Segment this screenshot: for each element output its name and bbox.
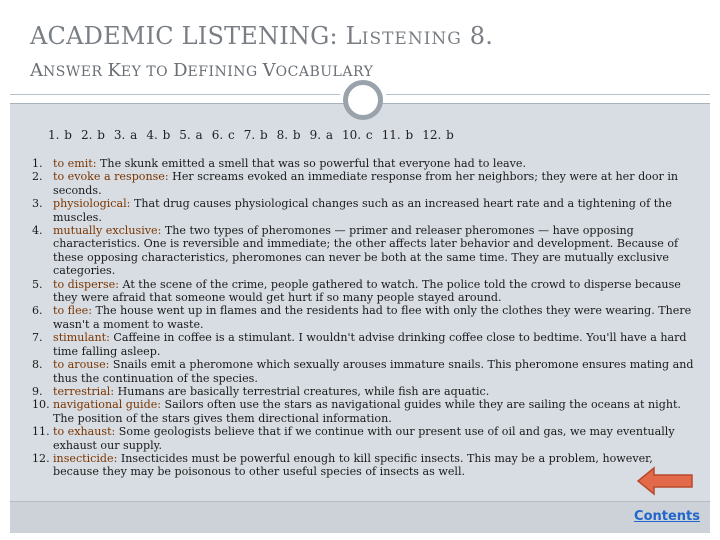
- answer-key-item: 4. b: [146, 128, 171, 142]
- left-arrow-icon[interactable]: [636, 466, 696, 496]
- definition-term: to exhaust:: [53, 425, 116, 439]
- definition-item: [32, 331, 700, 358]
- header-divider-right: [386, 94, 710, 95]
- answer-key-item: 5. a: [179, 128, 203, 142]
- header-divider-left: [10, 94, 340, 95]
- subtitle-part: EY TO: [120, 64, 174, 80]
- definition-text: Her screams evoked an immediate response from her neighbors; they were at her door in seconds.: [53, 170, 679, 197]
- answer-key-item: 1. b: [48, 128, 72, 142]
- title-text: ACADEMIC LISTENING: L: [30, 22, 362, 50]
- definition-item: [32, 304, 700, 331]
- definition-number: 11.: [32, 425, 50, 439]
- answer-key-item: 11. b: [381, 128, 414, 142]
- definition-text: That drug causes physiological changes such as an increased heart rate and a tightening of the muscles.: [53, 197, 672, 224]
- definition-item: [32, 398, 700, 425]
- definition-item: [32, 358, 700, 385]
- definition-term: terrestrial:: [53, 384, 115, 398]
- definition-number: 10.: [32, 398, 50, 412]
- definition-item: [32, 425, 700, 452]
- definition-text: At the scene of the crime, people gathered to watch. The police told the crowd to disperse because they were afraid that someone would get hurt if so many people stayed around.: [53, 277, 681, 305]
- answer-key-item: 8. b: [276, 128, 301, 142]
- definition-item: [32, 452, 700, 479]
- definition-term: insecticide:: [53, 451, 118, 465]
- definition-number: 2.: [32, 170, 43, 184]
- subtitle-part: EFINING: [187, 64, 263, 80]
- definition-number: 6.: [32, 304, 43, 318]
- title-number: 8.: [461, 22, 494, 50]
- definition-term: to evoke a response:: [53, 170, 169, 184]
- definition-number: 8.: [32, 358, 43, 372]
- contents-link[interactable]: Contents: [634, 509, 700, 524]
- answer-key-item: 6. c: [211, 128, 235, 142]
- answer-key-row: [48, 128, 463, 142]
- definition-number: 5.: [32, 277, 43, 291]
- slide-title: [30, 22, 493, 50]
- definition-term: navigational guide:: [53, 398, 162, 412]
- subtitle-part: NSWER: [43, 64, 108, 80]
- circle-ring-icon: [343, 80, 383, 120]
- definition-term: physiological:: [53, 197, 131, 211]
- subtitle-part: V: [262, 60, 276, 81]
- definition-number: 3.: [32, 197, 43, 211]
- answer-key-item: 9. a: [309, 128, 334, 142]
- definition-item: [32, 278, 700, 305]
- definition-text: Some geologists believe that if we continue with our present use of oil and gas, we may eventually exhaust our supply.: [53, 425, 675, 452]
- definition-text: The two types of pheromones — primer and releaser pheromones — have opposing characteristics. One is reversible and immediate; the other affects later behavior and development. Because of these opposing characteristics, pheromones can never be both at the same time. They are mutually exclusive categories.: [53, 224, 679, 278]
- definition-number: 7.: [32, 331, 43, 345]
- subtitle-part: OCABULARY: [275, 64, 374, 80]
- definition-text: Insecticides must be powerful enough to kill specific insects. This may be a problem, however, because they may be poisonous to other useful species of insects as well.: [53, 451, 653, 479]
- definition-number: 12.: [32, 451, 50, 465]
- subtitle-part: D: [173, 60, 188, 81]
- answer-key-item: 12. b: [422, 128, 454, 142]
- definitions-list: [32, 157, 700, 479]
- definition-term: to flee:: [53, 304, 92, 318]
- definition-item: [32, 197, 700, 224]
- answer-key-item: 7. b: [243, 128, 268, 142]
- footer-bar: [10, 501, 710, 533]
- definition-item: [32, 224, 700, 278]
- definition-term: stimulant:: [53, 331, 110, 345]
- subtitle-part: K: [107, 60, 121, 81]
- definition-text: Snails emit a pheromone which sexually arouses immature snails. This pheromone ensures mating and thus the continuation of the species.: [53, 358, 694, 385]
- subtitle-part: A: [30, 60, 43, 81]
- definition-item: [32, 385, 700, 398]
- definition-text: Caffeine in coffee is a stimulant. I wouldn't advise drinking coffee close to bedtime. You'll have a hard time falling asleep.: [53, 331, 687, 358]
- definition-term: to disperse:: [53, 277, 119, 291]
- definition-term: mutually exclusive:: [53, 224, 162, 238]
- answer-key-item: 3. a: [113, 128, 138, 142]
- definition-item: [32, 170, 700, 197]
- definition-text: Sailors often use the stars as navigational guides while they are sailing the oceans at night. The position of the stars gives them directional information.: [53, 398, 681, 425]
- definition-term: to emit:: [53, 157, 97, 170]
- answer-key-item: 10. c: [342, 128, 373, 142]
- definition-item: [32, 157, 700, 170]
- definition-text: The house went up in flames and the residents had to flee with only the clothes they were wearing. There wasn't a moment to waste.: [53, 304, 692, 331]
- slide: [10, 8, 710, 532]
- definition-text: Humans are basically terrestrial creatures, while fish are aquatic.: [114, 384, 490, 398]
- definition-number: 4.: [32, 224, 43, 238]
- definition-number: 9.: [32, 384, 43, 398]
- definition-term: to arouse:: [53, 358, 110, 372]
- definition-text: The skunk emitted a smell that was so powerful that everyone had to leave.: [96, 157, 527, 170]
- definition-number: 1.: [32, 157, 43, 170]
- slide-subtitle: [30, 60, 373, 81]
- answer-key-item: 2. b: [80, 128, 105, 142]
- title-smallcaps: ISTENING: [361, 29, 462, 49]
